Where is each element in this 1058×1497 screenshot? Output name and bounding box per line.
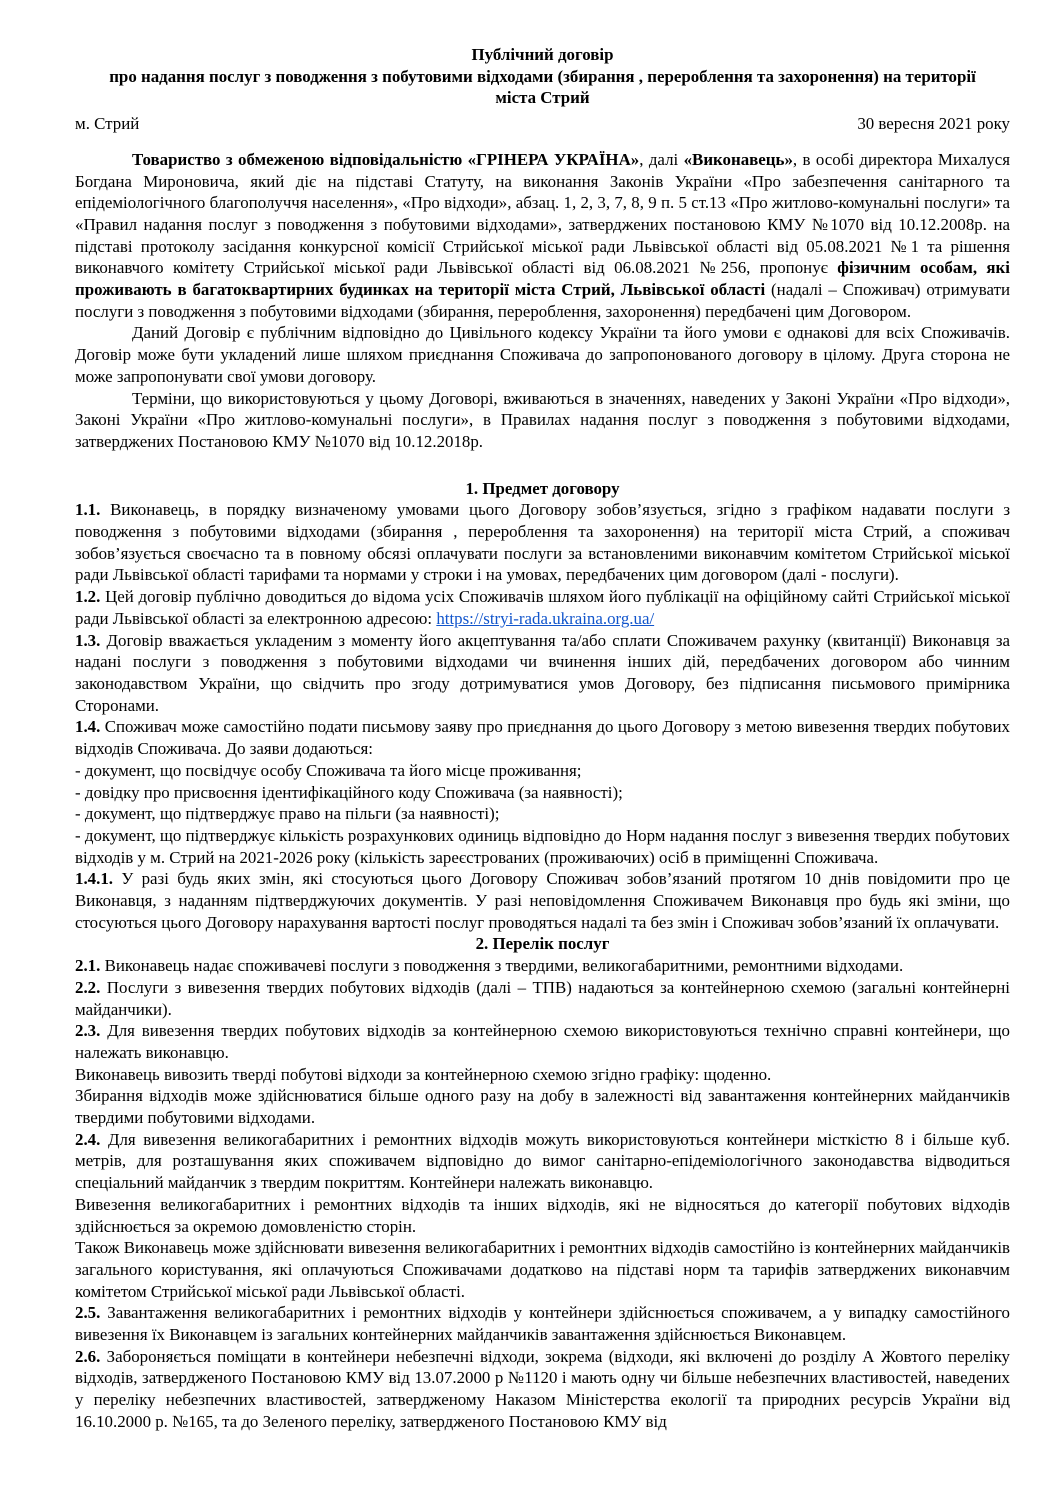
bold-text: 1.2. bbox=[75, 587, 101, 607]
text: Виконавець вивозить тверді побутові відходи за контейнерною схемою згідно графіку: щоденно. bbox=[75, 1064, 772, 1084]
public-contract-paragraph bbox=[75, 322, 1010, 387]
attachment-item-identity bbox=[75, 760, 1010, 782]
clause-1-4 bbox=[75, 716, 1010, 759]
text: Виконавець надає споживачеві послуги з поводження з твердими, великогабаритними, ремонтними відходами. bbox=[100, 956, 904, 976]
text: - документ, що підтверджує право на пільги (за наявності); bbox=[75, 804, 500, 824]
doc-title-line-3: міста Стрий bbox=[495, 88, 590, 108]
text: Забороняється поміщати в контейнери небезпечні відходи, зокрема (відходи, які включені до розділу А Жовтого переліку відходів, затвердженого Постановою КМУ від 13.07.2000 р №1120 і мають одну чи більше небезпечних властивостей, наведених у переліку небезпечних властивостей, затвердженому Наказом Міністерства екології та природних ресурсів України від 16.10.2000 р. №165, та до Зеленого переліку, затвердженого Постановою КМУ від bbox=[75, 1346, 1010, 1431]
bold-text: 2.1. bbox=[75, 956, 101, 976]
bold-text: фізичним особам, які проживають в багатоквартирних будинках на території міста Стрий, Львівської області bbox=[75, 258, 1010, 300]
bold-text: Товариство з обмеженою відповідальністю «ГРІНЕРА УКРАЇНА» bbox=[132, 149, 640, 169]
text: (надалі – Споживач) отримувати послуги з поводження з побутовими відходами (збирання, перероблення, захоронення) передбачені цим Договором. bbox=[75, 280, 1010, 321]
section-1-heading: 1. Предмет договору bbox=[465, 478, 620, 498]
bold-text: 1.4.1. bbox=[75, 869, 114, 889]
text: Цей договір публічно доводиться до відома усіх Споживачів шляхом його публікації на офіційному сайті Стрийської міської ради Львівської області за електронною адресою: bbox=[75, 587, 1010, 628]
clause-2-4-separate-agreement bbox=[75, 1194, 1010, 1237]
clause-1-3 bbox=[75, 630, 1010, 717]
text: Договір вважається укладеним з моменту його акцептування та/або сплати Споживачем рахунку (квитанції) Виконавця за надані послуги з поводження з побутовими відходами чи вчинення інших дій, передбачених договором або чинним законодавством України, що свідчить про згоду дотримуватися умов Договору, без підписання письмового примірника Сторонами. bbox=[75, 630, 1010, 715]
preamble-paragraph bbox=[75, 149, 1010, 323]
place-label: м. Стрий bbox=[75, 114, 140, 134]
clause-2-5 bbox=[75, 1302, 1010, 1345]
text: Терміни, що використовуються у цьому Договорі, вживаються в значеннях, наведених у Законі України «Про відходи», Законі України «Про житлово-комунальні послуги», в Правилах надання послуг з поводження з побутовими відходами, затверджених Постановою КМУ №1070 від 10.12.2018р. bbox=[75, 388, 1010, 451]
text: , в особі директора Михалуся Богдана Мироновича, який діє на підставі Статуту, на виконання Законів України «Про забезпечення санітарного та епідеміологічного благополуччя населення», «Про відходи», абзац. 1, 2, 3, 7, 8, 9 п. 5 ст.13 «Про житлово-комунальні послуги» та «Правил надання послуг з поводження з побутовими відходами», затверджених постановою КМУ №1070 від 10.12.2008р. на підставі протоколу засідання конкурсної комісії Стрийської міської ради Львівської області від 05.08.2021 №1 та рішення виконавчого комітету Стрийської міської ради Львівської області від 06.08.2021 №256, пропонує bbox=[75, 149, 1010, 278]
text: Послуги з вивезення твердих побутових відходів (далі – ТПВ) надаються за контейнерною схемою (загальні контейнерні майданчики). bbox=[75, 977, 1010, 1019]
text: Даний Договір є публічним відповідно до Цивільного кодексу України та його умови є однакові для всіх Споживачів. Договір може бути укладений лише шляхом приєднання Споживача до запропонованого договору в цілому. Друга сторона не може запропонувати свої умови договору. bbox=[75, 323, 1010, 386]
section-2-heading: 2. Перелік послуг bbox=[475, 934, 610, 954]
doc-meta-row bbox=[75, 113, 1010, 135]
bold-text: 2.4. bbox=[75, 1129, 101, 1149]
text: Споживач може самостійно подати письмову заяву про приєднання до цього Договору з метою вивезення твердих побутових відходів Споживача. До заяви додаються: bbox=[75, 717, 1010, 759]
doc-body bbox=[75, 149, 1010, 1433]
attachment-item-units bbox=[75, 825, 1010, 868]
bold-text: 2.3. bbox=[75, 1021, 101, 1041]
text: Збирання відходів може здійснюватися більше одного разу на добу в залежності від завантаження контейнерних майданчиків твердими побутовими відходами. bbox=[75, 1086, 1010, 1128]
text: Також Виконавець може здійснювати вивезення великогабаритних і ремонтних відходів самостійно із контейнерних майданчиків загального користування, які оплачуються Споживачами додатково на підставі норм та тарифів затверджених виконавчим комітетом Стрийської міської ради Львівської області. bbox=[75, 1238, 1010, 1301]
attachment-item-benefits bbox=[75, 803, 1010, 825]
clause-2-3-schedule bbox=[75, 1064, 1010, 1086]
bold-text: 2.5. bbox=[75, 1303, 101, 1323]
clause-2-3-frequency bbox=[75, 1085, 1010, 1128]
text: Виконавець, в порядку визначеному умовами цього Договору зобов’язується, згідно з графіком надавати послуги з поводження з побутовими відходами (збирання , перероблення та захоронення) на території міста Стрий, а споживач зобов’язується своєчасно та в повному обсязі оплачувати послуги за встановленими виконавчим комітетом Стрийської міської ради Львівської області тарифами та нормами у строки і на умовах, передбачених цим договором (далі - послуги). bbox=[75, 500, 1010, 585]
stryi-rada-link[interactable]: https://stryi-rada.ukraina.org.ua/ bbox=[436, 608, 655, 628]
clause-1-2 bbox=[75, 586, 1010, 629]
text: - документ, що підтверджує кількість розрахункових одиниць відповідно до Норм надання послуг з вивезення твердих побутових відходів у м. Стрий на 2021-2026 року (кількість зареєстрованих (проживаючих) осіб в приміщенні Споживача. bbox=[75, 825, 1010, 867]
text: , далі bbox=[639, 149, 684, 169]
bold-text: 1.1. bbox=[75, 500, 101, 520]
clause-1-1 bbox=[75, 499, 1010, 586]
clause-2-4 bbox=[75, 1129, 1010, 1194]
text: Для вивезення твердих побутових відходів за контейнерною схемою використовуються технічно справні контейнери, що належать виконавцю. bbox=[75, 1021, 1010, 1062]
bold-text: 1.3. bbox=[75, 630, 101, 650]
text: - документ, що посвідчує особу Споживача та його місце проживання; bbox=[75, 760, 582, 780]
text: Завантаження великогабаритних і ремонтних відходів у контейнери здійснюється споживачем, а у випадку самостійного вивезення їх Виконавцем із загальних контейнерних майданчиків завантаження здійснюється Виконавцем. bbox=[75, 1303, 1010, 1345]
clause-2-2 bbox=[75, 977, 1010, 1020]
doc-title-line-2: про надання послуг з поводження з побутовими відходами (збирання , перероблення та захоронення) на території bbox=[109, 66, 976, 86]
bold-text: 1.4. bbox=[75, 717, 101, 737]
doc-title-line-1: Публічний договір bbox=[471, 45, 614, 64]
doc-title bbox=[75, 44, 1010, 109]
text: Вивезення великогабаритних і ремонтних відходів та інших відходів, які не відносяться до категорії побутових відходів здійснюється за окремою домовленістю сторін. bbox=[75, 1194, 1010, 1236]
text: - довідку про присвоєння ідентифікаційного коду Споживача (за наявності); bbox=[75, 782, 623, 802]
clause-2-1 bbox=[75, 955, 1010, 977]
clause-1-4-1 bbox=[75, 868, 1010, 933]
terms-paragraph bbox=[75, 388, 1010, 453]
text: У разі будь яких змін, які стосуються цього Договору Споживач зобов’язаний протягом 10 днів повідомити про це Виконавця, з наданням підтверджуючих документів. У разі неповідомлення Споживачем Виконавця про будь які зміни, що стосуються цього Договору нарахування вартості послуг проводяться надалі та без змін і Споживач зобов’язаний їх оплачувати. bbox=[75, 869, 1010, 932]
bold-text: 2.2. bbox=[75, 977, 101, 997]
clause-2-3 bbox=[75, 1020, 1010, 1063]
clause-2-4-self-removal bbox=[75, 1237, 1010, 1302]
bold-text: «Виконавець» bbox=[683, 149, 793, 169]
date-label: 30 вересня 2021 року bbox=[857, 114, 1010, 134]
clause-2-6 bbox=[75, 1346, 1010, 1433]
attachment-item-tax-code bbox=[75, 782, 1010, 804]
bold-text: 2.6. bbox=[75, 1346, 101, 1366]
text: Для вивезення великогабаритних і ремонтних відходів можуть використовуються контейнери місткістю 8 і більше куб. метрів, для розташування яких споживачем відповідно до вимог санітарно-епідеміологічного законодавства відводиться спеціальний майданчик з твердим покриттям. Контейнери належать виконавцю. bbox=[75, 1129, 1010, 1193]
